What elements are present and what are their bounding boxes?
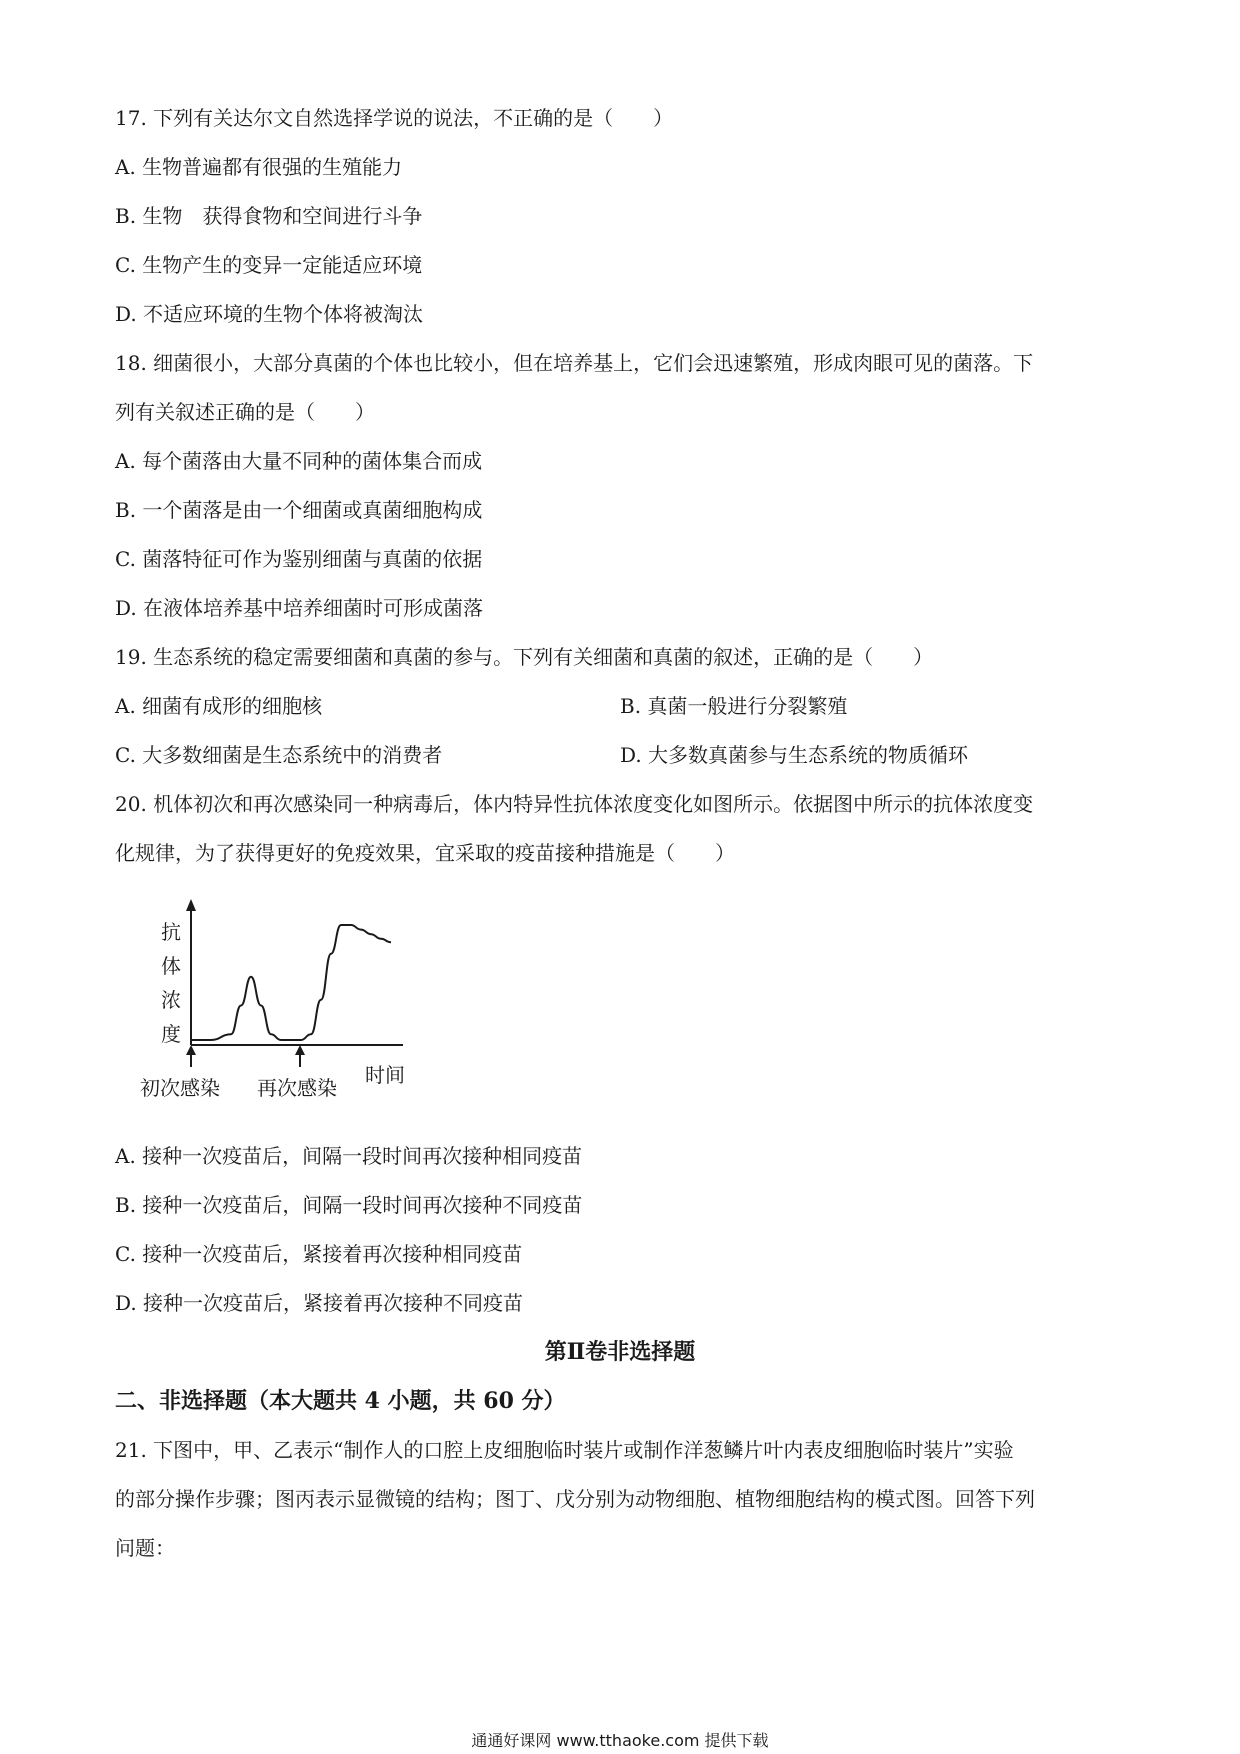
second-infection-label: 再次感染: [257, 1076, 337, 1100]
q20-option-b: B. 接种一次疫苗后，间隔一段时间再次接种不同疫苗: [115, 1193, 583, 1217]
q17-stem: 17. 下列有关达尔文自然选择学说的说法，不正确的是（ ）: [115, 106, 674, 130]
ylabel-char-1: 抗: [161, 920, 181, 944]
part2-section-heading: 二、非选择题（本大题共 4 小题，共 60 分）: [115, 1388, 566, 1414]
q17-option-b: B. 生物 获得食物和空间进行斗争: [115, 204, 423, 228]
q20-option-d: D. 接种一次疫苗后，紧接着再次接种不同疫苗: [115, 1291, 524, 1315]
page-footer: 通通好课网 www.tthaoke.com 提供下载: [471, 1731, 769, 1750]
q19-option-c: C. 大多数细菌是生态系统中的消费者: [115, 743, 443, 767]
q18-option-c: C. 菌落特征可作为鉴别细菌与真菌的依据: [115, 547, 483, 571]
q17-option-d: D. 不适应环境的生物个体将被淘汰: [115, 302, 424, 326]
q20-option-a: A. 接种一次疫苗后，间隔一段时间再次接种相同疫苗: [115, 1144, 583, 1168]
antibody-concentration-graph: [135, 895, 425, 1120]
q18-option-a: A. 每个菌落由大量不同种的菌体集合而成: [115, 449, 483, 473]
ylabel-char-4: 度: [161, 1022, 181, 1046]
q19-option-b: B. 真菌一般进行分裂繁殖: [620, 694, 848, 718]
q21-stem-line1: 21. 下图中，甲、乙表示“制作人的口腔上皮细胞临时装片或制作洋葱鳞片叶内表皮细胞临时装片”实验: [115, 1438, 1014, 1462]
q20-option-c: C. 接种一次疫苗后，紧接着再次接种相同疫苗: [115, 1242, 523, 1266]
q18-stem-line1: 18. 细菌很小，大部分真菌的个体也比较小，但在培养基上，它们会迅速繁殖，形成肉眼可见的菌落。下: [115, 351, 1034, 375]
first-infection-label: 初次感染: [140, 1076, 220, 1100]
q18-stem-line2: 列有关叙述正确的是（ ）: [115, 400, 375, 424]
q17-option-c: C. 生物产生的变异一定能适应环境: [115, 253, 423, 277]
q19-option-d: D. 大多数真菌参与生态系统的物质循环: [620, 743, 969, 767]
antibody-curve: [191, 925, 391, 1040]
ylabel-char-3: 浓: [161, 988, 181, 1012]
q18-option-d: D. 在液体培养基中培养细菌时可形成菌落: [115, 596, 484, 620]
q19-stem: 19. 生态系统的稳定需要细菌和真菌的参与。下列有关细菌和真菌的叙述，正确的是（ ）: [115, 645, 934, 669]
second-infection-marker: [295, 1045, 305, 1067]
y-axis-arrow: [186, 899, 196, 911]
q17-option-a: A. 生物普遍都有很强的生殖能力: [115, 155, 403, 179]
part2-title: 第Ⅱ卷非选择题: [544, 1339, 696, 1365]
q19-option-a: A. 细菌有成形的细胞核: [115, 694, 323, 718]
first-infection-marker: [186, 1045, 196, 1067]
xlabel: 时间: [365, 1063, 405, 1087]
q21-stem-line3: 问题：: [115, 1536, 175, 1560]
q21-stem-line2: 的部分操作步骤；图丙表示显微镜的结构；图丁、戊分别为动物细胞、植物细胞结构的模式图。回答下列: [115, 1487, 1035, 1511]
ylabel-char-2: 体: [161, 954, 181, 978]
q20-stem-line1: 20. 机体初次和再次感染同一种病毒后，体内特异性抗体浓度变化如图所示。依据图中所示的抗体浓度变: [115, 792, 1034, 816]
q20-stem-line2: 化规律，为了获得更好的免疫效果，宜采取的疫苗接种措施是（ ）: [115, 841, 735, 865]
q18-option-b: B. 一个菌落是由一个细菌或真菌细胞构成: [115, 498, 483, 522]
